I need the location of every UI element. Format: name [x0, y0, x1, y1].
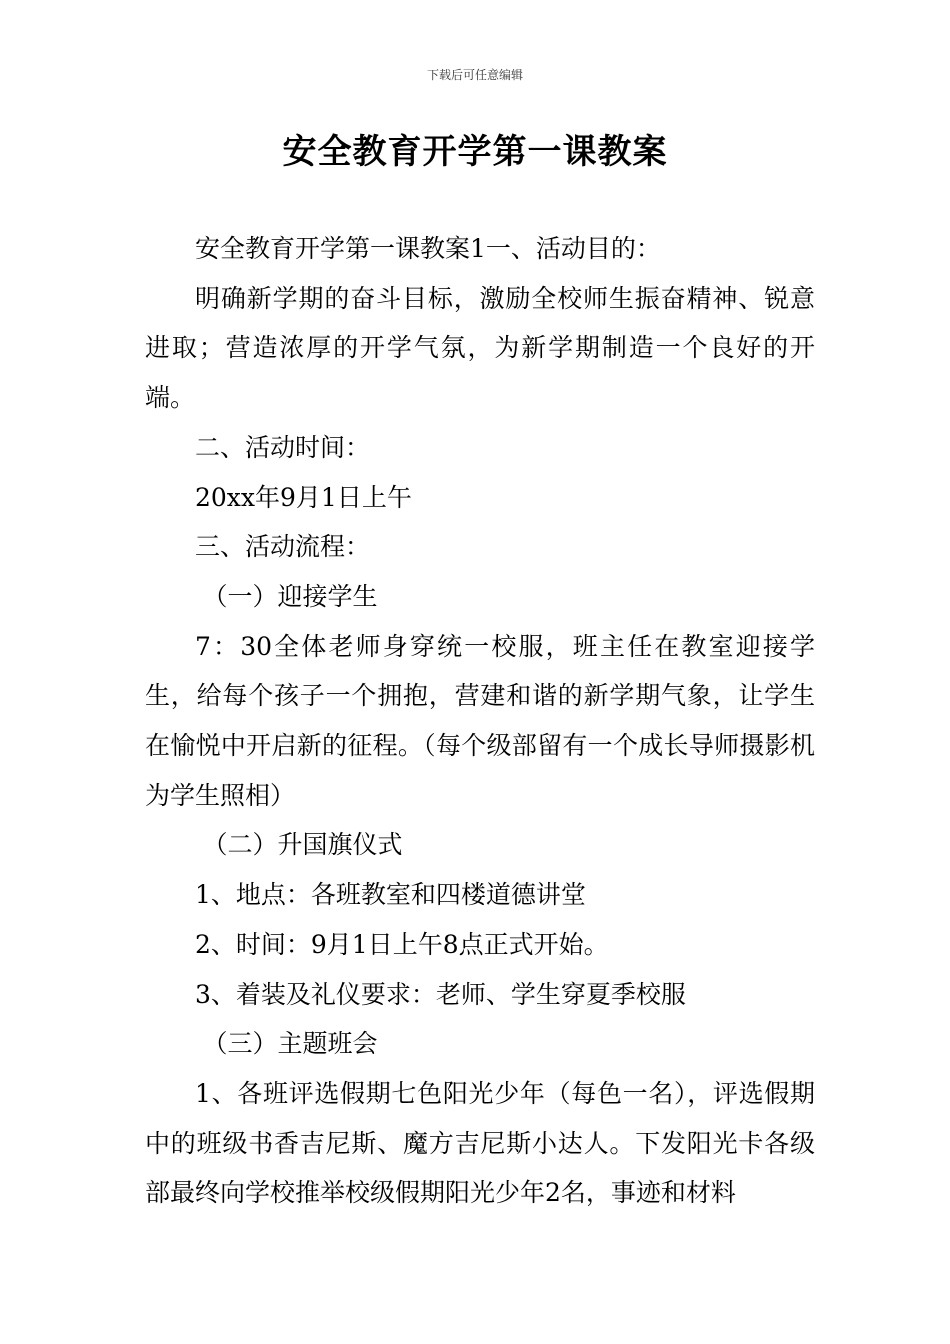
paragraph: 明确新学期的奋斗目标，激励全校师生振奋精神、锐意进取；营造浓厚的开学气氛，为新学期制造一个良好的开端。 [145, 283, 815, 413]
paragraph: 20xx年9月1日上午 [195, 482, 412, 512]
paragraph: 二、活动时间： [195, 432, 371, 462]
paragraph: 1、各班评选假期七色阳光少年（每色一名），评选假期中的班级书香吉尼斯、魔方吉尼斯小达人。下发阳光卡各级部最终向学校推举校级假期阳光少年2名，事迹和材料 [145, 1078, 815, 1208]
paragraph: （一）迎接学生 [202, 581, 378, 611]
header-note: 下载后可任意编辑 [426, 68, 523, 82]
paragraph: 安全教育开学第一课教案1一、活动目的： [195, 234, 661, 263]
paragraph: （二）升国旗仪式 [202, 830, 403, 860]
paragraph: 3、着装及礼仪要求：老师、学生穿夏季校服 [195, 979, 686, 1009]
paragraph: （三）主题班会 [202, 1029, 378, 1059]
paragraph: 2、时间：9月1日上午8点正式开始。 [195, 929, 609, 959]
document-body [145, 224, 815, 1218]
paragraph: 1、地点：各班教室和四楼道德讲堂 [195, 880, 586, 910]
paragraph: 7：30全体老师身穿统一校服，班主任在教室迎接学生，给每个孩子一个拥抱，营建和谐的新学期气象，让学生在愉悦中开启新的征程。（每个级部留有一个成长导师摄影机为学生照相） [145, 631, 815, 810]
paragraph: 三、活动流程： [195, 532, 371, 562]
document-title: 安全教育开学第一课教案 [282, 132, 668, 172]
